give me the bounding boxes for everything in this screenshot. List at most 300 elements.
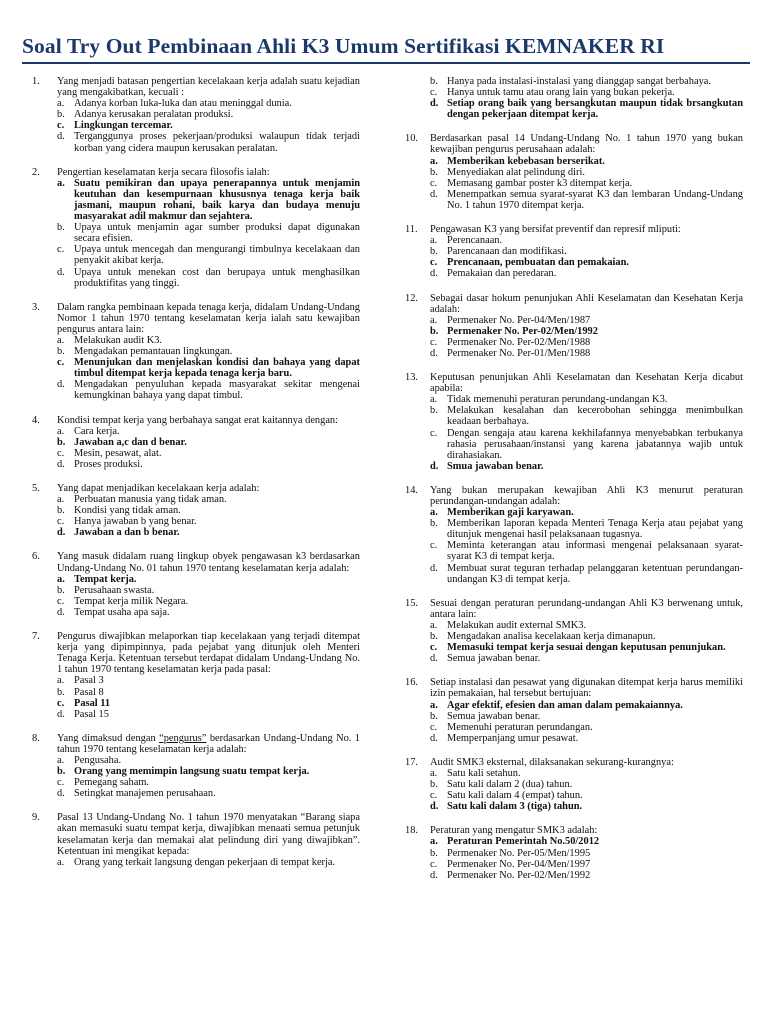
option-text: Memasuki tempat kerja sesuai dengan keputusan penunjukan.: [447, 642, 726, 654]
option-text: Kondisi yang tidak aman.: [74, 505, 181, 517]
question-item: [24, 551, 360, 618]
option-text: Agar efektif, efesien dan aman dalam pemakaiannya.: [447, 699, 683, 711]
answer-options: [430, 768, 743, 812]
option-text: Cara kerja.: [74, 425, 120, 437]
answer-option: [57, 687, 360, 698]
option-letter: b.: [430, 518, 438, 530]
question-item: [24, 733, 360, 800]
option-text: Dengan sengaja atau karena kekhilafannya menyebabkan terbukanya rahasia perusahaan/instansi yang karena jabatannya wajib untuk dirahasiakan.: [447, 427, 743, 461]
option-text: Permenaker No. Per-05/Men/1995: [447, 847, 591, 859]
option-text: Suatu pemikiran dan upaya penerapannya untuk menjamin keutuhan dan kesempurnaan khususnya tenaga kerja baik jasmani, maupun rohani, baik karya dan budaya menuju masyarakat adil makmur dan sejahtera.: [74, 177, 360, 223]
question-body: [430, 293, 743, 360]
option-text: Memasang gambar poster k3 ditempat kerja.: [447, 177, 633, 189]
question-number: 14.: [405, 484, 418, 496]
option-letter: b.: [57, 505, 65, 517]
question-item: [397, 224, 743, 279]
question-number: 3.: [32, 301, 40, 313]
answer-option: [57, 222, 360, 244]
right-column: [397, 76, 743, 894]
option-letter: c.: [430, 790, 438, 802]
answer-options: [57, 755, 360, 799]
answer-option-correct: [57, 698, 360, 709]
option-text: Setingkat manajemen perusahaan.: [74, 788, 216, 800]
question-body: [430, 485, 743, 585]
option-text: Lingkungan tercemar.: [74, 120, 173, 132]
option-text: Parencanaan dan modifikasi.: [447, 246, 567, 258]
option-letter: d.: [430, 347, 438, 359]
option-letter: d.: [430, 869, 438, 881]
answer-options: [57, 426, 360, 470]
question-number: 8.: [32, 732, 40, 744]
question-item: [397, 677, 743, 744]
answer-options: [57, 335, 360, 402]
option-letter: b.: [57, 766, 66, 778]
answer-option: [430, 518, 743, 540]
answer-options: [430, 156, 743, 211]
question-item: [24, 483, 360, 538]
option-letter: a.: [57, 754, 65, 766]
answer-option: [430, 268, 743, 279]
option-text: Semua jawaban benar.: [447, 653, 541, 665]
underlined-term: “pengurus”: [159, 732, 207, 744]
question-item: [397, 76, 743, 120]
option-letter: c.: [430, 177, 438, 189]
option-letter: c.: [430, 858, 438, 870]
option-text: Pasal 15: [74, 708, 109, 720]
option-letter: a.: [430, 699, 438, 711]
option-text: Tidak memenuhi peraturan perundang-undangan K3.: [447, 394, 668, 406]
answer-options: [430, 394, 743, 472]
question-number: 7.: [32, 631, 40, 643]
option-text: Mesin, pesawat, alat.: [74, 447, 162, 459]
option-letter: d.: [57, 379, 65, 391]
answer-options: [430, 507, 743, 585]
question-item: [397, 825, 743, 880]
question-item: [397, 485, 743, 585]
option-text: Adanya kerusakan peralatan produksi.: [74, 109, 234, 121]
option-text: Perusahaan swasta.: [74, 584, 155, 596]
answer-options: [430, 620, 743, 664]
answer-option-correct: [57, 766, 360, 777]
answer-options: [57, 178, 360, 289]
option-text: Setiap orang baik yang bersangkutan maupun tidak brsangkutan dengan pekerjaan ditempat kerja.: [447, 98, 743, 121]
question-number: 4.: [32, 414, 40, 426]
question-number: 12.: [405, 292, 418, 304]
option-text: Menunjukan dan menjelaskan kondisi dan bahaya yang dapat timbul ditempat kerja kepada tenaga kerja baru.: [74, 357, 360, 380]
option-letter: b.: [430, 76, 438, 87]
option-letter: a.: [430, 314, 438, 326]
answer-option-correct: [430, 836, 743, 847]
option-text: Smua jawaban benar.: [447, 460, 544, 472]
option-letter: a.: [57, 675, 65, 687]
answer-option-correct: [57, 357, 360, 379]
option-text: Perencanaan.: [447, 235, 503, 247]
question-stem: Audit SMK3 eksternal, dilaksanakan sekurang-kurangnya:: [430, 756, 674, 768]
answer-option: [430, 428, 743, 461]
option-text: Semua jawaban benar.: [447, 710, 541, 722]
question-item: [397, 293, 743, 360]
option-text: Orang yang terkait langsung dengan pekerjaan di tempat kerja.: [74, 856, 336, 868]
answer-option-correct: [430, 257, 743, 268]
answer-option: [430, 337, 743, 348]
option-letter: a.: [430, 619, 438, 631]
question-number: 6.: [32, 551, 40, 563]
option-text: Menempatkan semua syarat-syarat K3 dan lembaran Undang-Undang No. 1 tahun 1970 ditempat kerja.: [447, 188, 743, 211]
option-letter: d.: [57, 527, 66, 539]
answer-option: [57, 131, 360, 153]
answer-option: [57, 755, 360, 766]
option-letter: c.: [430, 87, 438, 99]
option-letter: d.: [430, 653, 438, 665]
question-body: [430, 133, 743, 211]
answer-option: [430, 405, 743, 427]
option-text: Memberikan gaji karyawan.: [447, 507, 574, 519]
answer-option-correct: [430, 642, 743, 653]
answer-option-correct: [430, 801, 743, 812]
answer-option-correct: [57, 120, 360, 131]
question-number: 10.: [405, 133, 418, 145]
option-text: Pasal 11: [74, 697, 111, 709]
option-text: Permenaker No. Per-02/Men/1992: [447, 869, 591, 881]
question-number: 2.: [32, 166, 40, 178]
question-stem: Pasal 13 Undang-Undang No. 1 tahun 1970 menyatakan “Barang siapa akan memasuki suatu tempat kerja, diwajibkan menaati semua petunjuk keselamatan kerja dan memakai alat pelindung diri yang diwajibkan”. Ketentuan ini mengikat kepada:: [57, 812, 360, 857]
answer-option: [430, 620, 743, 631]
answer-option: [430, 540, 743, 562]
answer-option-correct: [430, 98, 743, 120]
answer-option: [430, 631, 743, 642]
option-text: Permenaker No. Per-02/Men/1992: [447, 325, 598, 337]
option-letter: d.: [430, 460, 439, 472]
question-body: [430, 825, 743, 880]
option-text: Jawaban a,c dan d benar.: [74, 436, 187, 448]
answer-option: [57, 777, 360, 788]
question-body: [430, 76, 743, 120]
answer-option: [57, 379, 360, 401]
answer-option-correct: [430, 700, 743, 711]
answer-option: [430, 394, 743, 405]
answer-option-correct: [57, 527, 360, 538]
answer-option: [430, 722, 743, 733]
option-letter: b.: [430, 325, 439, 337]
option-letter: d.: [430, 268, 438, 280]
question-stem: Yang bukan merupakan kewajiban Ahli K3 menurut peraturan perundangan-undangan adalah:: [430, 484, 743, 507]
question-item: [24, 167, 360, 289]
option-text: Mengadakan analisa kecelakaan kerja dimanapun.: [447, 631, 656, 643]
option-letter: b.: [430, 779, 438, 791]
question-stem: Yang dapat menjadikan kecelakaan kerja adalah:: [57, 483, 260, 494]
option-text: Upaya untuk mencegah dan mengurangi timbulnya kecelakaan dan penyakit akibat kerja.: [74, 244, 360, 267]
page-title: Soal Try Out Pembinaan Ahli K3 Umum Sertifikasi KEMNAKER RI: [22, 34, 665, 58]
option-letter: a.: [430, 155, 438, 167]
title-divider: [22, 62, 750, 64]
option-text: Hanya pada instalasi-instalasi yang dianggap sangat berbahaya.: [447, 76, 712, 87]
option-letter: d.: [430, 562, 438, 574]
question-stem: Sebagai dasar hokum penunjukan Ahli Keselamatan dan Kesehatan Kerja adalah:: [430, 292, 743, 315]
question-number: 16.: [405, 677, 418, 689]
answer-options: [57, 494, 360, 538]
question-stem-text: Yang dimaksud dengan: [57, 732, 160, 744]
option-letter: c.: [430, 540, 438, 552]
option-letter: b.: [57, 584, 65, 596]
option-letter: b.: [57, 436, 66, 448]
option-letter: d.: [57, 458, 65, 470]
option-text: Memberikan laporan kepada Menteri Tenaga Kerja atau pejabat yang ditunjuk mengenai hasil pelaksanaan tugasnya.: [447, 518, 743, 541]
question-body: [57, 551, 360, 618]
answer-option: [57, 244, 360, 266]
question-number: 18.: [405, 825, 418, 837]
question-item: [24, 631, 360, 720]
option-letter: b.: [57, 109, 65, 121]
question-stem: Pengawasan K3 yang bersifat preventif dan represif mliputi:: [430, 224, 681, 236]
question-number: 13.: [405, 372, 418, 384]
option-letter: d.: [430, 732, 438, 744]
option-text: Melakukan audit external SMK3.: [447, 619, 587, 631]
option-letter: c.: [57, 697, 65, 709]
question-number: 11.: [405, 224, 418, 236]
answer-option: [57, 709, 360, 720]
option-text: Prencanaan, pembuatan dan pemakaian.: [447, 257, 629, 269]
question-item: [24, 812, 360, 867]
question-body: [57, 167, 360, 289]
question-stem: Pengurus diwajibkan melaporkan tiap kecelakaan yang terjadi ditempat kerja yang dipimpinnya, pada pejabat yang ditunjuk oleh Menteri Tenaga Kerja. Ketentuan tersebut terdapat didalam Undang-Undang No. 1 tahun 1970 tentang keselamatan kerja pada pasal:: [57, 631, 360, 676]
answer-option: [430, 859, 743, 870]
option-letter: d.: [430, 98, 439, 110]
option-text: Membuat surat teguran terhadap pelanggaran ketentuan perundangan-undangan K3 di tempat kerja.: [447, 562, 743, 585]
answer-options: [430, 235, 743, 279]
option-text: Melakukan audit K3.: [74, 334, 163, 346]
option-letter: c.: [57, 447, 65, 459]
option-letter: a.: [57, 494, 65, 506]
question-stem: Setiap instalasi dan pesawat yang digunakan ditempat kerja harus memiliki izin pemakaian, hal tersebut bertujuan:: [430, 677, 743, 700]
option-text: Permenaker No. Per-02/Men/1988: [447, 336, 591, 348]
option-text: Orang yang memimpin langsung suatu tempat kerja.: [74, 766, 310, 778]
answer-option: [430, 733, 743, 744]
option-text: Adanya korban luka-luka dan atau meninggal dunia.: [74, 98, 292, 110]
answer-option: [57, 109, 360, 120]
option-text: Memenuhi peraturan perundangan.: [447, 721, 593, 733]
option-letter: d.: [57, 266, 65, 278]
answer-option: [430, 790, 743, 801]
option-text: Tempat kerja milik Negara.: [74, 595, 189, 607]
option-letter: d.: [57, 131, 65, 143]
question-stem: Yang menjadi batasan pengertian kecelakaan kerja adalah suatu kejadian yang mengakibatkan, kecuali :: [57, 76, 360, 99]
option-letter: c.: [57, 595, 65, 607]
option-letter: b.: [430, 246, 438, 258]
answer-options: [57, 574, 360, 618]
option-text: Peraturan Pemerintah No.50/2012: [447, 836, 600, 848]
option-text: Memperpanjang umur pesawat.: [447, 732, 579, 744]
answer-option: [57, 335, 360, 346]
option-letter: c.: [430, 642, 438, 654]
question-item: [397, 133, 743, 211]
answer-options: [430, 836, 743, 880]
answer-option: [57, 585, 360, 596]
option-letter: a.: [430, 767, 438, 779]
question-stem-text: berdasarkan Undang-Undang No. 1 tahun 1970 tentang keselamatan kerja adalah:: [57, 732, 360, 755]
answer-option: [430, 348, 743, 359]
question-item: [397, 598, 743, 665]
option-letter: c.: [57, 516, 65, 528]
answer-option: [57, 346, 360, 357]
question-body: [430, 224, 743, 279]
option-letter: a.: [430, 507, 438, 519]
option-text: Tempat usaha apa saja.: [74, 606, 170, 618]
question-body: [430, 598, 743, 665]
option-text: Satu kali dalam 2 (dua) tahun.: [447, 779, 573, 791]
question-body: [57, 483, 360, 538]
option-text: Upaya untuk menjamin agar sumber produksi dapat digunakan secara efisien.: [74, 222, 360, 245]
answer-option: [430, 870, 743, 881]
answer-option: [430, 87, 743, 98]
option-letter: a.: [57, 177, 65, 189]
option-text: Pasal 3: [74, 675, 104, 687]
answer-option-correct: [430, 507, 743, 518]
answer-option: [57, 98, 360, 109]
answer-option: [57, 494, 360, 505]
option-letter: d.: [57, 708, 65, 720]
question-body: [57, 76, 360, 154]
option-letter: d.: [57, 788, 65, 800]
answer-option: [57, 516, 360, 527]
option-text: Meminta keterangan atau informasi mengenai pelaksanaan syarat-syarat K3 di tempat kerja.: [447, 540, 743, 563]
question-stem: Dalam rangka pembinaan kepada tenaga kerja, didalam Undang-Undang Nomor 1 tahun 1970 tentang keselamatan kerja ialah satu kewajiban pengurus antara lain:: [57, 301, 360, 335]
question-number: 1.: [32, 76, 40, 87]
option-letter: a.: [430, 235, 438, 247]
answer-options: [430, 315, 743, 359]
option-letter: a.: [57, 856, 65, 868]
answer-options: [57, 857, 360, 868]
option-letter: c.: [57, 777, 65, 789]
option-text: Terganggunya proses pekerjaan/produksi walaupun tidak terjadi korban yang cidera maupun kerusakan peralatan.: [74, 131, 360, 154]
option-text: Permenaker No. Per-01/Men/1988: [447, 347, 591, 359]
answer-option-correct: [57, 574, 360, 585]
question-stem: Sesuai dengan peraturan perundang-undangan Ahli K3 berwenang untuk, antara lain:: [430, 597, 743, 620]
option-text: Mengadakan pemantauan lingkungan.: [74, 346, 233, 358]
option-text: Hanya untuk tamu atau orang lain yang bukan pekerja.: [447, 87, 675, 99]
option-text: Menyediakan alat pelindung diri.: [447, 166, 585, 178]
answer-option-correct: [57, 178, 360, 222]
option-text: Pemegang saham.: [74, 777, 150, 789]
option-text: Hanya jawaban b yang benar.: [74, 516, 197, 528]
question-body: [430, 677, 743, 744]
option-letter: b.: [430, 166, 438, 178]
answer-option: [57, 596, 360, 607]
option-text: Perbuatan manusia yang tidak aman.: [74, 494, 227, 506]
question-number: 15.: [405, 597, 418, 609]
option-text: Pengusaha.: [74, 754, 122, 766]
option-letter: c.: [430, 427, 438, 439]
option-letter: a.: [57, 98, 65, 110]
answer-option: [430, 653, 743, 664]
left-column: [24, 76, 360, 881]
answer-options: [430, 700, 743, 744]
question-item: [24, 76, 360, 154]
answer-option: [430, 178, 743, 189]
option-text: Satu kali dalam 3 (tiga) tahun.: [447, 801, 583, 813]
answer-options: [57, 675, 360, 719]
answer-option-correct: [430, 326, 743, 337]
answer-option-correct: [430, 156, 743, 167]
question-item: [24, 302, 360, 402]
option-text: Jawaban a dan b benar.: [74, 527, 180, 539]
option-letter: d.: [430, 801, 439, 813]
option-letter: b.: [430, 405, 438, 417]
question-body: [57, 302, 360, 402]
answer-option: [430, 315, 743, 326]
answer-option: [430, 76, 743, 87]
answer-option: [57, 788, 360, 799]
option-letter: d.: [57, 606, 65, 618]
answer-option: [57, 857, 360, 868]
option-text: Satu kali dalam 4 (empat) tahun.: [447, 790, 583, 802]
option-text: Upaya untuk menekan cost dan berupaya untuk menghasilkan produktifitas yang tinggi.: [74, 266, 360, 289]
answer-option: [430, 189, 743, 211]
question-body: [57, 631, 360, 720]
answer-option-correct: [57, 437, 360, 448]
option-text: Satu kali setahun.: [447, 767, 521, 779]
option-letter: b.: [430, 847, 438, 859]
option-letter: a.: [57, 334, 65, 346]
question-number: 17.: [405, 756, 418, 768]
answer-option: [430, 563, 743, 585]
answer-option: [430, 167, 743, 178]
question-body: [430, 372, 743, 472]
question-body: [57, 733, 360, 800]
question-body: [430, 757, 743, 812]
answer-option-correct: [430, 461, 743, 472]
answer-options: [57, 98, 360, 153]
question-stem: Yang masuk didalam ruang lingkup obyek pengawasan k3 berdasarkan Undang-Undang No. 01 tahun 1970 tentang keselamatan kerja adalah:: [57, 551, 360, 574]
question-number: 5.: [32, 483, 40, 494]
answer-option: [430, 768, 743, 779]
question-stem: Kondisi tempat kerja yang berbahaya sangat erat kaitannya dengan:: [57, 414, 339, 426]
answer-option: [430, 235, 743, 246]
option-letter: c.: [57, 120, 65, 132]
answer-option: [57, 459, 360, 470]
question-body: [57, 812, 360, 867]
option-letter: b.: [57, 346, 65, 358]
option-letter: c.: [430, 336, 438, 348]
answer-option: [57, 607, 360, 618]
option-letter: a.: [430, 836, 438, 848]
question-number: [397, 76, 430, 120]
answer-option: [57, 448, 360, 459]
answer-option: [430, 246, 743, 257]
question-item: [24, 415, 360, 470]
option-letter: b.: [57, 222, 65, 234]
answer-option: [57, 505, 360, 516]
option-letter: b.: [430, 631, 438, 643]
option-text: Tempat kerja.: [74, 573, 137, 585]
option-letter: b.: [430, 710, 438, 722]
option-text: Permenaker No. Per-04/Men/1997: [447, 858, 591, 870]
option-text: Proses produksi.: [74, 458, 143, 470]
option-letter: c.: [57, 244, 65, 256]
option-text: Mengadakan penyuluhan kepada masyarakat sekitar mengenai kemungkinan bahaya yang dapat timbul.: [74, 379, 360, 402]
option-text: Melakukan kesalahan dan kecerobohan sehingga menimbulkan keadaan berbahaya.: [447, 405, 743, 428]
option-letter: a.: [430, 394, 438, 406]
question-stem: Keputusan penunjukan Ahli Keselamatan dan Kesehatan Kerja dicabut apabila:: [430, 372, 743, 395]
option-letter: a.: [57, 425, 65, 437]
option-text: Memberikan kebebasan berserikat.: [447, 155, 605, 167]
option-letter: a.: [57, 573, 65, 585]
answer-option: [57, 426, 360, 437]
option-letter: d.: [430, 188, 438, 200]
option-letter: c.: [430, 721, 438, 733]
question-item: [397, 757, 743, 812]
question-stem: Berdasarkan pasal 14 Undang-Undang No. 1 tahun 1970 yang bukan kewajiban pengurus perusahaan adalah:: [430, 133, 743, 156]
question-stem: Pengertian keselamatan kerja secara filosofis ialah:: [57, 166, 270, 178]
